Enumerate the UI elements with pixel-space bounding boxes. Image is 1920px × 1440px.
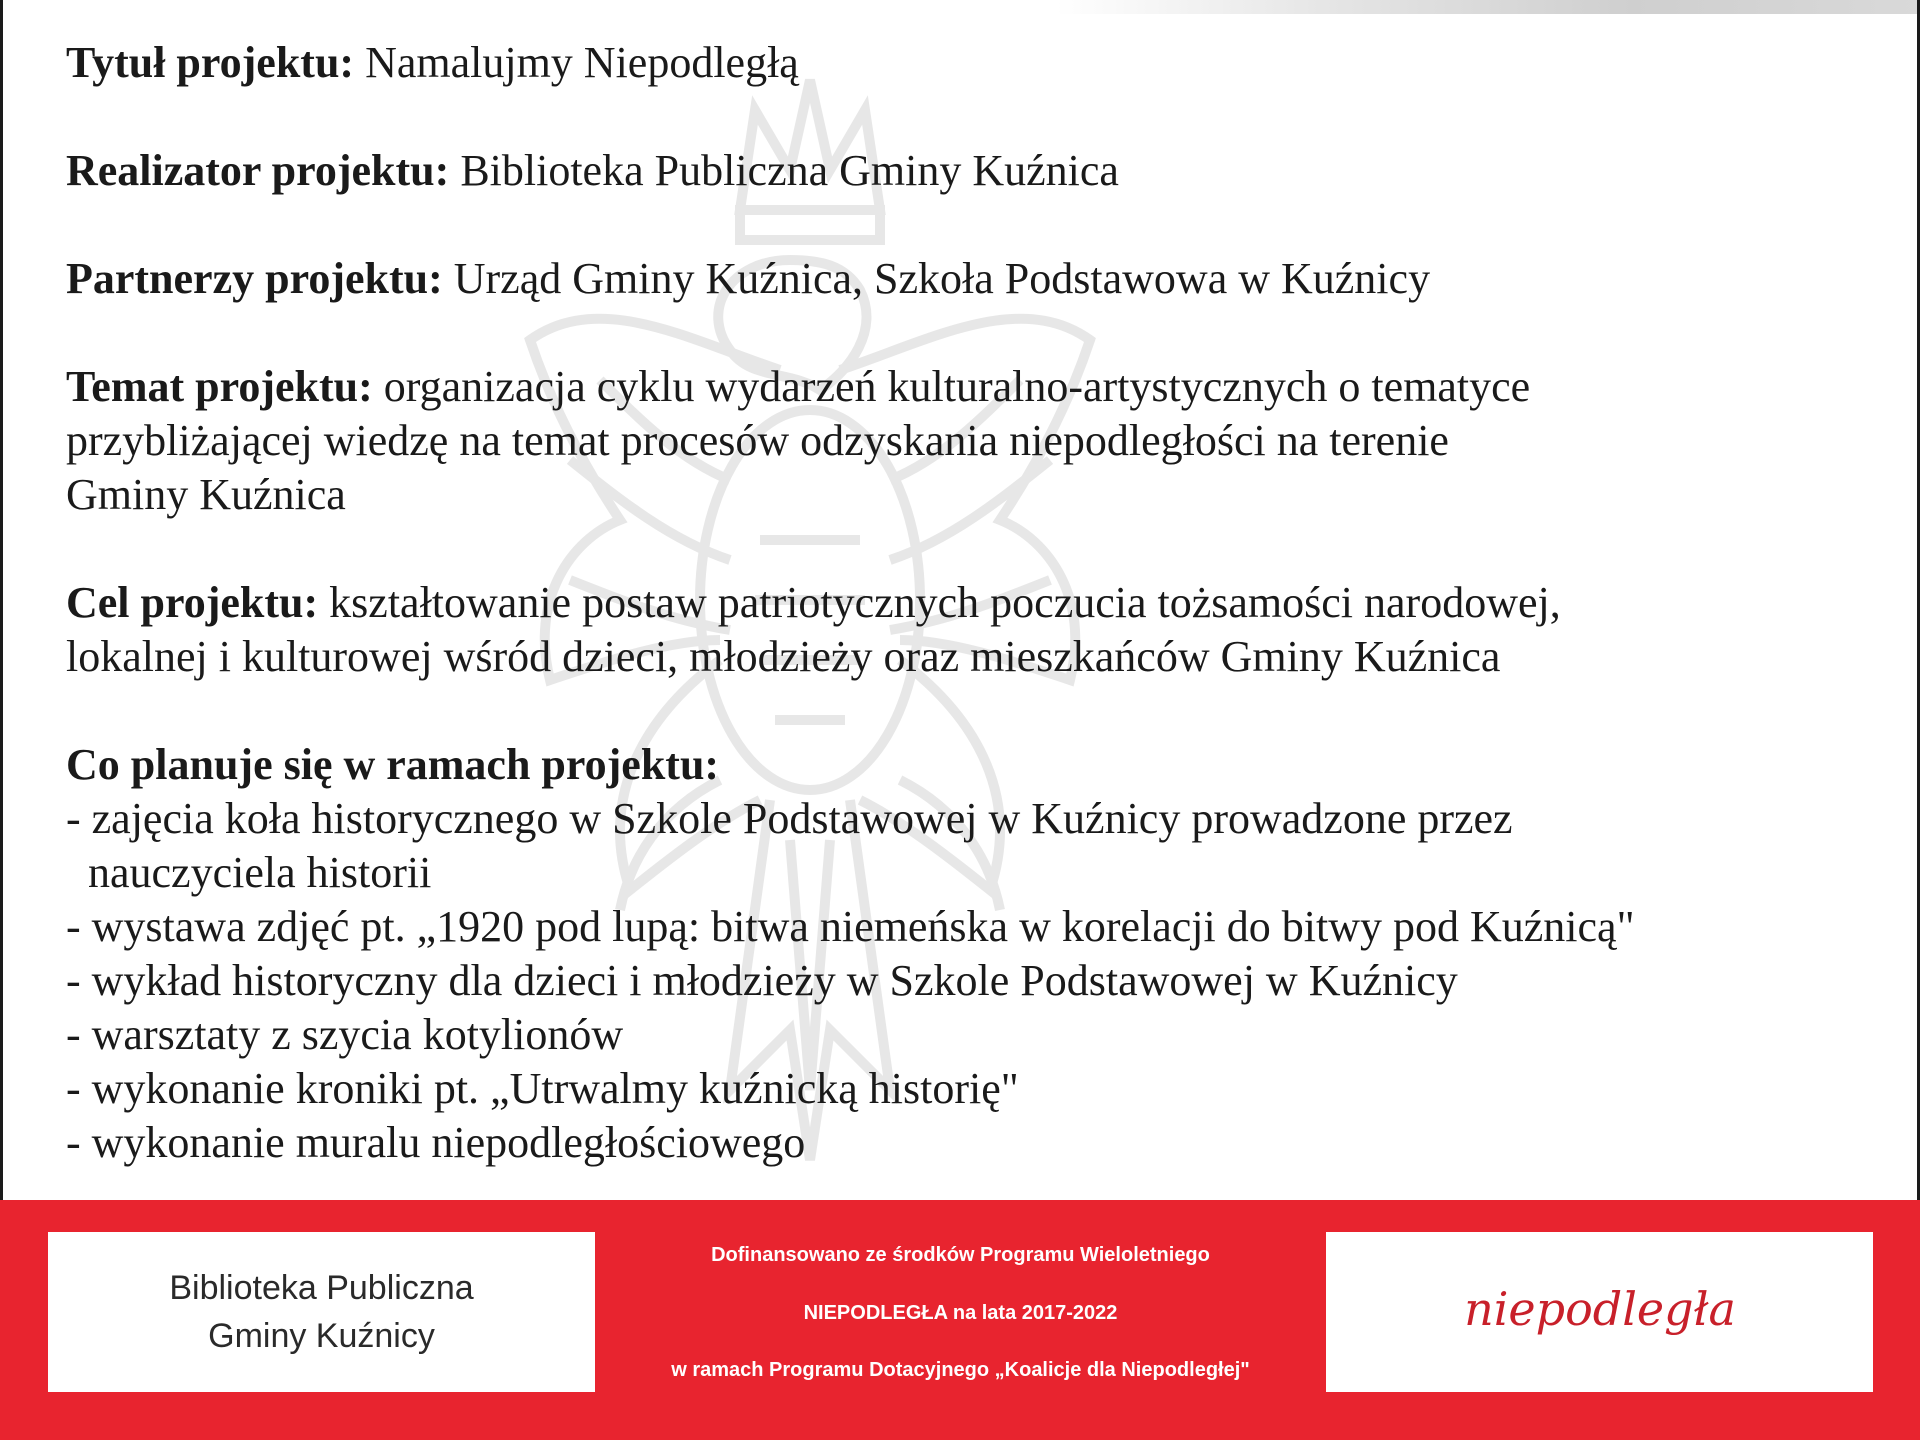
library-name-line-1: Biblioteka Publiczna	[169, 1269, 474, 1307]
funding-line-3: w ramach Programu Dotacyjnego „Koalicje dla Niepodległej"	[671, 1359, 1250, 1381]
project-topic-row	[66, 360, 1866, 522]
project-topic-line-2: przybliżającej wiedzę na temat procesów odzyskania niepodległości na terenie	[66, 416, 1449, 465]
project-title-label: Tytuł projektu:	[66, 38, 355, 87]
funding-line-1: Dofinansowano ze środków Programu Wieloletniego	[711, 1244, 1210, 1266]
project-plans-list	[66, 792, 1866, 1170]
plan-item: - zajęcia koła historycznego w Szkole Podstawowej w Kuźnicy prowadzone przez	[66, 794, 1513, 843]
project-topic-line-3: Gminy Kuźnica	[66, 470, 346, 519]
project-topic-label: Temat projektu:	[66, 362, 373, 411]
project-plans	[66, 738, 1866, 1170]
project-description	[66, 36, 1866, 1170]
plan-item: - wystawa zdjęć pt. „1920 pod lupą: bitwa niemeńska w korelacji do bitwy pod Kuźnicą"	[66, 902, 1635, 951]
left-border	[0, 0, 3, 1200]
plan-item: - wykonanie kroniki pt. „Utrwalmy kuźnicką historię"	[66, 1064, 1019, 1113]
project-goal-line-1: kształtowanie postaw patriotycznych poczucia tożsamości narodowej,	[329, 578, 1561, 627]
plan-item: - wykonanie muralu niepodległościowego	[66, 1118, 806, 1167]
top-decorative-strip	[0, 0, 1920, 14]
niepodlegla-logo-text: niepodległa	[1463, 1282, 1736, 1336]
project-implementer-label: Realizator projektu:	[66, 146, 450, 195]
project-implementer-value: Biblioteka Publiczna Gminy Kuźnica	[460, 146, 1119, 195]
niepodlegla-logo-icon	[1450, 1267, 1750, 1357]
project-partners-row	[66, 252, 1866, 306]
project-plans-label: Co planuje się w ramach projektu:	[66, 740, 720, 789]
footer-banner	[0, 1200, 1920, 1440]
plan-item: - wykład historyczny dla dzieci i młodzieży w Szkole Podstawowej w Kuźnicy	[66, 956, 1458, 1005]
funding-info	[605, 1230, 1316, 1395]
project-title-value: Namalujmy Niepodległą	[365, 38, 799, 87]
project-title-row	[66, 36, 1866, 90]
niepodlegla-logo-box	[1326, 1232, 1873, 1392]
plan-item: - warsztaty z szycia kotylionów	[66, 1010, 624, 1059]
project-goal-line-2: lokalnej i kulturowej wśród dzieci, młodzieży oraz mieszkańców Gminy Kuźnica	[66, 632, 1501, 681]
library-name-line-2: Gminy Kuźnicy	[208, 1317, 435, 1355]
project-goal-row	[66, 576, 1866, 684]
library-logo-box	[48, 1232, 595, 1392]
plan-item-continuation-text: nauczyciela historii	[88, 848, 432, 897]
project-partners-value: Urząd Gminy Kuźnica, Szkoła Podstawowa w Kuźnicy	[453, 254, 1431, 303]
plan-item-continuation	[66, 846, 1866, 900]
funding-line-2: NIEPODLEGŁA na lata 2017-2022	[803, 1301, 1118, 1324]
project-goal-label: Cel projektu:	[66, 578, 319, 627]
project-partners-label: Partnerzy projektu:	[66, 254, 443, 303]
project-implementer-row	[66, 144, 1866, 198]
project-topic-line-1: organizacja cyklu wydarzeń kulturalno-artystycznych o tematyce	[383, 362, 1531, 411]
